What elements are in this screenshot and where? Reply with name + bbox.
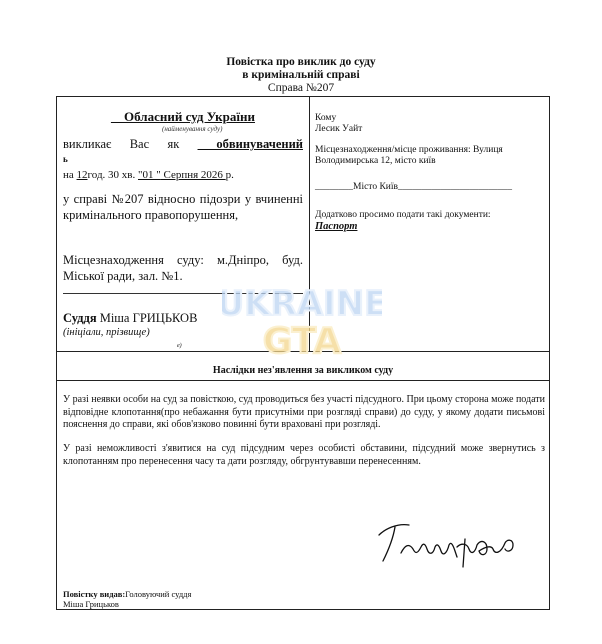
document-title: Повістка про виклик до суду bbox=[226, 56, 376, 68]
required-document: Паспорт bbox=[315, 221, 358, 232]
handwritten-signature bbox=[373, 509, 533, 574]
consequences-paragraph-2: У разі неможливості з'явитися на суд підсудним через особисті обставини, підсудний може звернутись з клопотанням про перенесення часу та дати розгляду, обгрунтувавши перенесенням. bbox=[63, 443, 545, 467]
court-location: Місцезнаходження суду: м.Дніпро, буд. Міської ради, зал. №1. bbox=[63, 253, 303, 283]
svg-text:GTA: GTA bbox=[262, 321, 342, 362]
judge-name: Міша ГРИЦЬКОВ bbox=[96, 311, 198, 325]
judge-title: Суддя bbox=[63, 311, 97, 325]
judge-label-tail: е) bbox=[177, 343, 182, 349]
document-subtitle: в кримінальній справі bbox=[242, 69, 360, 81]
document-title-block bbox=[0, 56, 602, 95]
recipient-address: Місцезнаходження/місце проживання: Вулиця Володимирська 12, місто київ bbox=[315, 145, 503, 166]
consequences-divider bbox=[57, 380, 549, 381]
calls-word: викликає bbox=[63, 137, 112, 151]
calls-row bbox=[63, 137, 303, 152]
consequences-paragraph-1: У разі неявки особи на суд за повісткою, суд проводиться без участі підсудного. При цьому сторона може подати відповідне клопотання(про небажання бути присутніми при розгляді справи) до суду, у якому додати письмові пояснення до справи, які обов'язково повинні бути враховані при розгляді. bbox=[63, 394, 545, 430]
signature-graphic bbox=[373, 509, 533, 569]
court-name-label: (найменування суду) bbox=[162, 125, 223, 133]
issued-by: Головуючий суддя bbox=[125, 589, 192, 599]
recipient-label: Кому bbox=[315, 113, 337, 123]
issued-by-block bbox=[63, 589, 191, 609]
you-word: Вас bbox=[129, 137, 150, 151]
issued-name: Міша Грицьков bbox=[63, 599, 119, 609]
case-text: у справі №207 відносно підозри у вчиненні кримінального правопорушення, bbox=[63, 192, 303, 222]
court-name: __Обласний суд України bbox=[111, 109, 255, 124]
documents-request: Додатково просимо подати такі документи: bbox=[315, 210, 491, 220]
day-value: "01 " bbox=[138, 169, 161, 181]
month-year-value: Серпня 2026 bbox=[160, 169, 226, 181]
judge-line bbox=[63, 311, 197, 326]
consequences-title: Наслідки нез'явлення за викликом суду bbox=[212, 365, 394, 376]
hour-value: 12 bbox=[76, 169, 88, 181]
datetime-row: на 12год. 30 хв. "01 " Серпня 2026 р. bbox=[63, 169, 234, 181]
as-word: як bbox=[167, 137, 180, 151]
issued-label: Повістку видав: bbox=[63, 589, 126, 599]
judge-label: (ініціали, прізвище) bbox=[63, 327, 150, 338]
watermark-logo-graphic bbox=[222, 275, 382, 365]
recipient-name: Лесик Уайт bbox=[315, 124, 363, 134]
role-tail: ь bbox=[63, 154, 68, 164]
role-value: ___обвинувачений bbox=[197, 137, 303, 151]
summons-frame bbox=[56, 96, 550, 610]
svg-text:UKRAINE: UKRAINE bbox=[222, 284, 382, 324]
watermark-logo bbox=[222, 275, 382, 370]
recipient-city: ________Місто Київ________________________ bbox=[315, 182, 512, 192]
case-number: Справа №207 bbox=[267, 82, 335, 94]
